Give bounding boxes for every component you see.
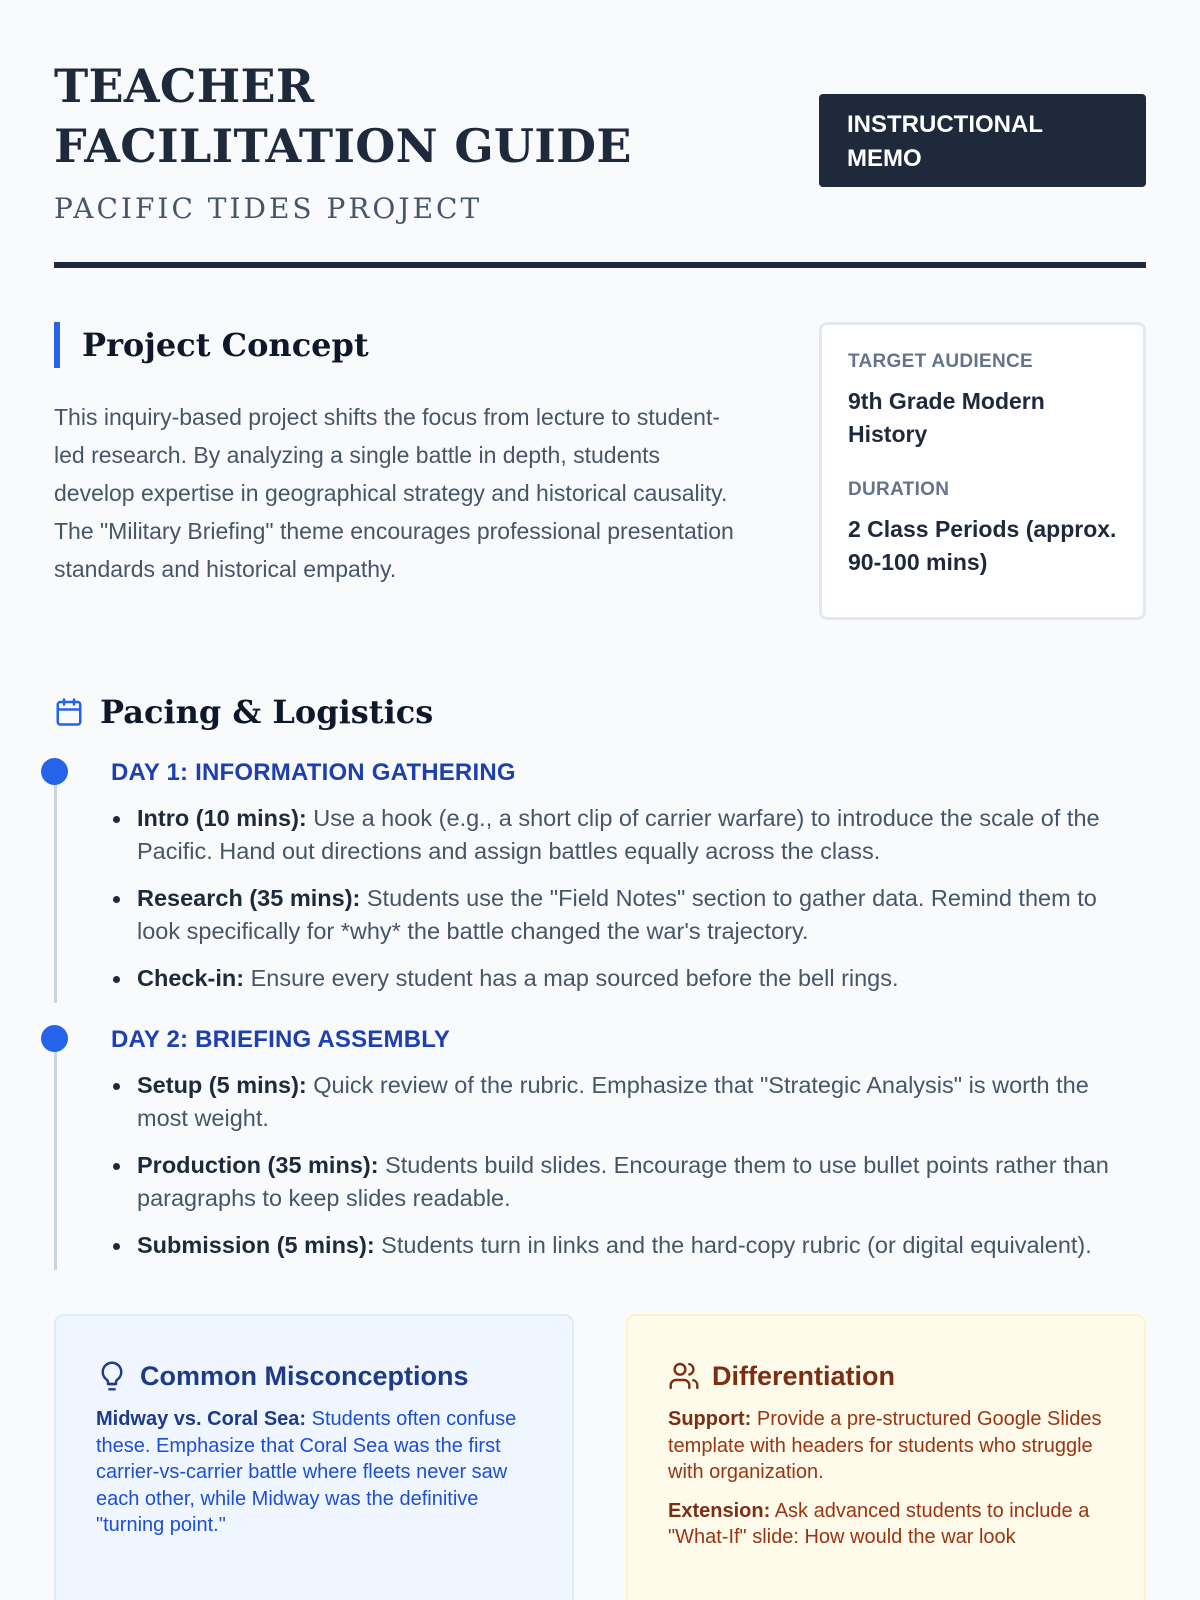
misconceptions-card <box>54 1314 574 1600</box>
item-text: Ask advanced students to include a "What-If" slide: How would the war look <box>668 1499 1090 1548</box>
page-subtitle: PACIFIC TIDES PROJECT <box>54 192 483 225</box>
timeline-line <box>54 772 57 1003</box>
calendar-icon <box>54 697 84 727</box>
item-label: Extension: <box>668 1499 771 1522</box>
lightbulb-icon <box>96 1360 128 1392</box>
audience-value: 9th Grade Modern History <box>848 388 1045 447</box>
concept-main <box>54 322 744 620</box>
item-text: Students use the "Field Notes" section to gather data. Remind them to look specifically for *why* the battle changed the war's trajectory. <box>137 885 1097 944</box>
list-item <box>111 802 1146 868</box>
list-item <box>111 1069 1146 1135</box>
item-label: Submission (5 mins): <box>137 1232 375 1258</box>
memo-badge: INSTRUCTIONAL MEMO <box>819 94 1146 187</box>
day-1-list <box>111 802 1146 995</box>
audience-label: TARGET AUDIENCE <box>848 351 1033 372</box>
day-2-list <box>111 1069 1146 1262</box>
item-label: Intro (10 mins): <box>137 805 307 831</box>
timeline-dot <box>41 758 68 785</box>
concept-section <box>54 322 1146 620</box>
item-label: Production (35 mins): <box>137 1152 379 1178</box>
users-icon <box>668 1360 700 1392</box>
pacing-section <box>54 690 1146 1262</box>
item-text: Quick review of the rubric. Emphasize that "Strategic Analysis" is worth the most weight. <box>137 1072 1089 1131</box>
day-title: DAY 1: INFORMATION GATHERING <box>111 759 516 786</box>
item-text: Ensure every student has a map sourced before the bell rings. <box>250 965 899 991</box>
item-label: Research (35 mins): <box>137 885 361 911</box>
misconception-item <box>96 1406 532 1539</box>
list-item <box>111 1229 1146 1262</box>
concept-heading: Project Concept <box>54 322 744 368</box>
item-text: Students build slides. Encourage them to use bullet points rather than paragraphs to keep slides readable. <box>137 1152 1109 1211</box>
page-title: TEACHER FACILITATION GUIDE <box>54 59 632 173</box>
item-text: Students turn in links and the hard-copy rubric (or digital equivalent). <box>381 1232 1092 1258</box>
header <box>54 0 1146 268</box>
item-text: Students often confuse these. Emphasize that Coral Sea was the first carrier-vs-carrier battle where fleets never saw each other, while Midway was the definitive "turning point." <box>96 1408 517 1536</box>
differentiation-card <box>626 1314 1146 1600</box>
item-label: Check-in: <box>137 965 245 991</box>
pacing-heading-label: Pacing & Logistics <box>100 693 434 731</box>
misconceptions-heading <box>96 1356 532 1396</box>
day-1 <box>54 758 1146 995</box>
timeline-dot <box>41 1025 68 1052</box>
list-item <box>111 882 1146 948</box>
list-item <box>111 1149 1146 1215</box>
item-text: Use a hook (e.g., a short clip of carrier warfare) to introduce the scale of the Pacific. Hand out directions and assign battles equally across the class. <box>137 805 1100 864</box>
differentiation-item <box>668 1498 1104 1551</box>
differentiation-heading <box>668 1356 1104 1396</box>
item-label: Support: <box>668 1408 752 1430</box>
misconceptions-heading-label: Common Misconceptions <box>140 1360 469 1391</box>
concept-text: This inquiry-based project shifts the focus from lecture to student-led research. By analyzing a single battle in depth, students develop expertise in geographical strategy and historical causality. The "Military Briefing" theme encourages professional presentation standards and historical empathy. <box>54 404 734 582</box>
differentiation-item <box>668 1406 1104 1486</box>
item-label: Midway vs. Coral Sea: <box>96 1408 307 1430</box>
item-text: Provide a pre-structured Google Slides template with headers for students who struggle with organization. <box>668 1408 1102 1483</box>
info-card <box>819 322 1146 620</box>
timeline-line <box>54 1039 57 1270</box>
duration-value: 2 Class Periods (approx. 90-100 mins) <box>848 516 1117 575</box>
day-2 <box>54 1025 1146 1262</box>
duration-label: DURATION <box>848 479 950 500</box>
differentiation-heading-label: Differentiation <box>712 1360 896 1391</box>
item-label: Setup (5 mins): <box>137 1072 307 1098</box>
pacing-heading <box>54 690 1146 734</box>
title-block <box>54 56 694 225</box>
list-item <box>111 962 1146 995</box>
tips-cards <box>54 1314 1146 1600</box>
day-title: DAY 2: BRIEFING ASSEMBLY <box>111 1026 451 1053</box>
